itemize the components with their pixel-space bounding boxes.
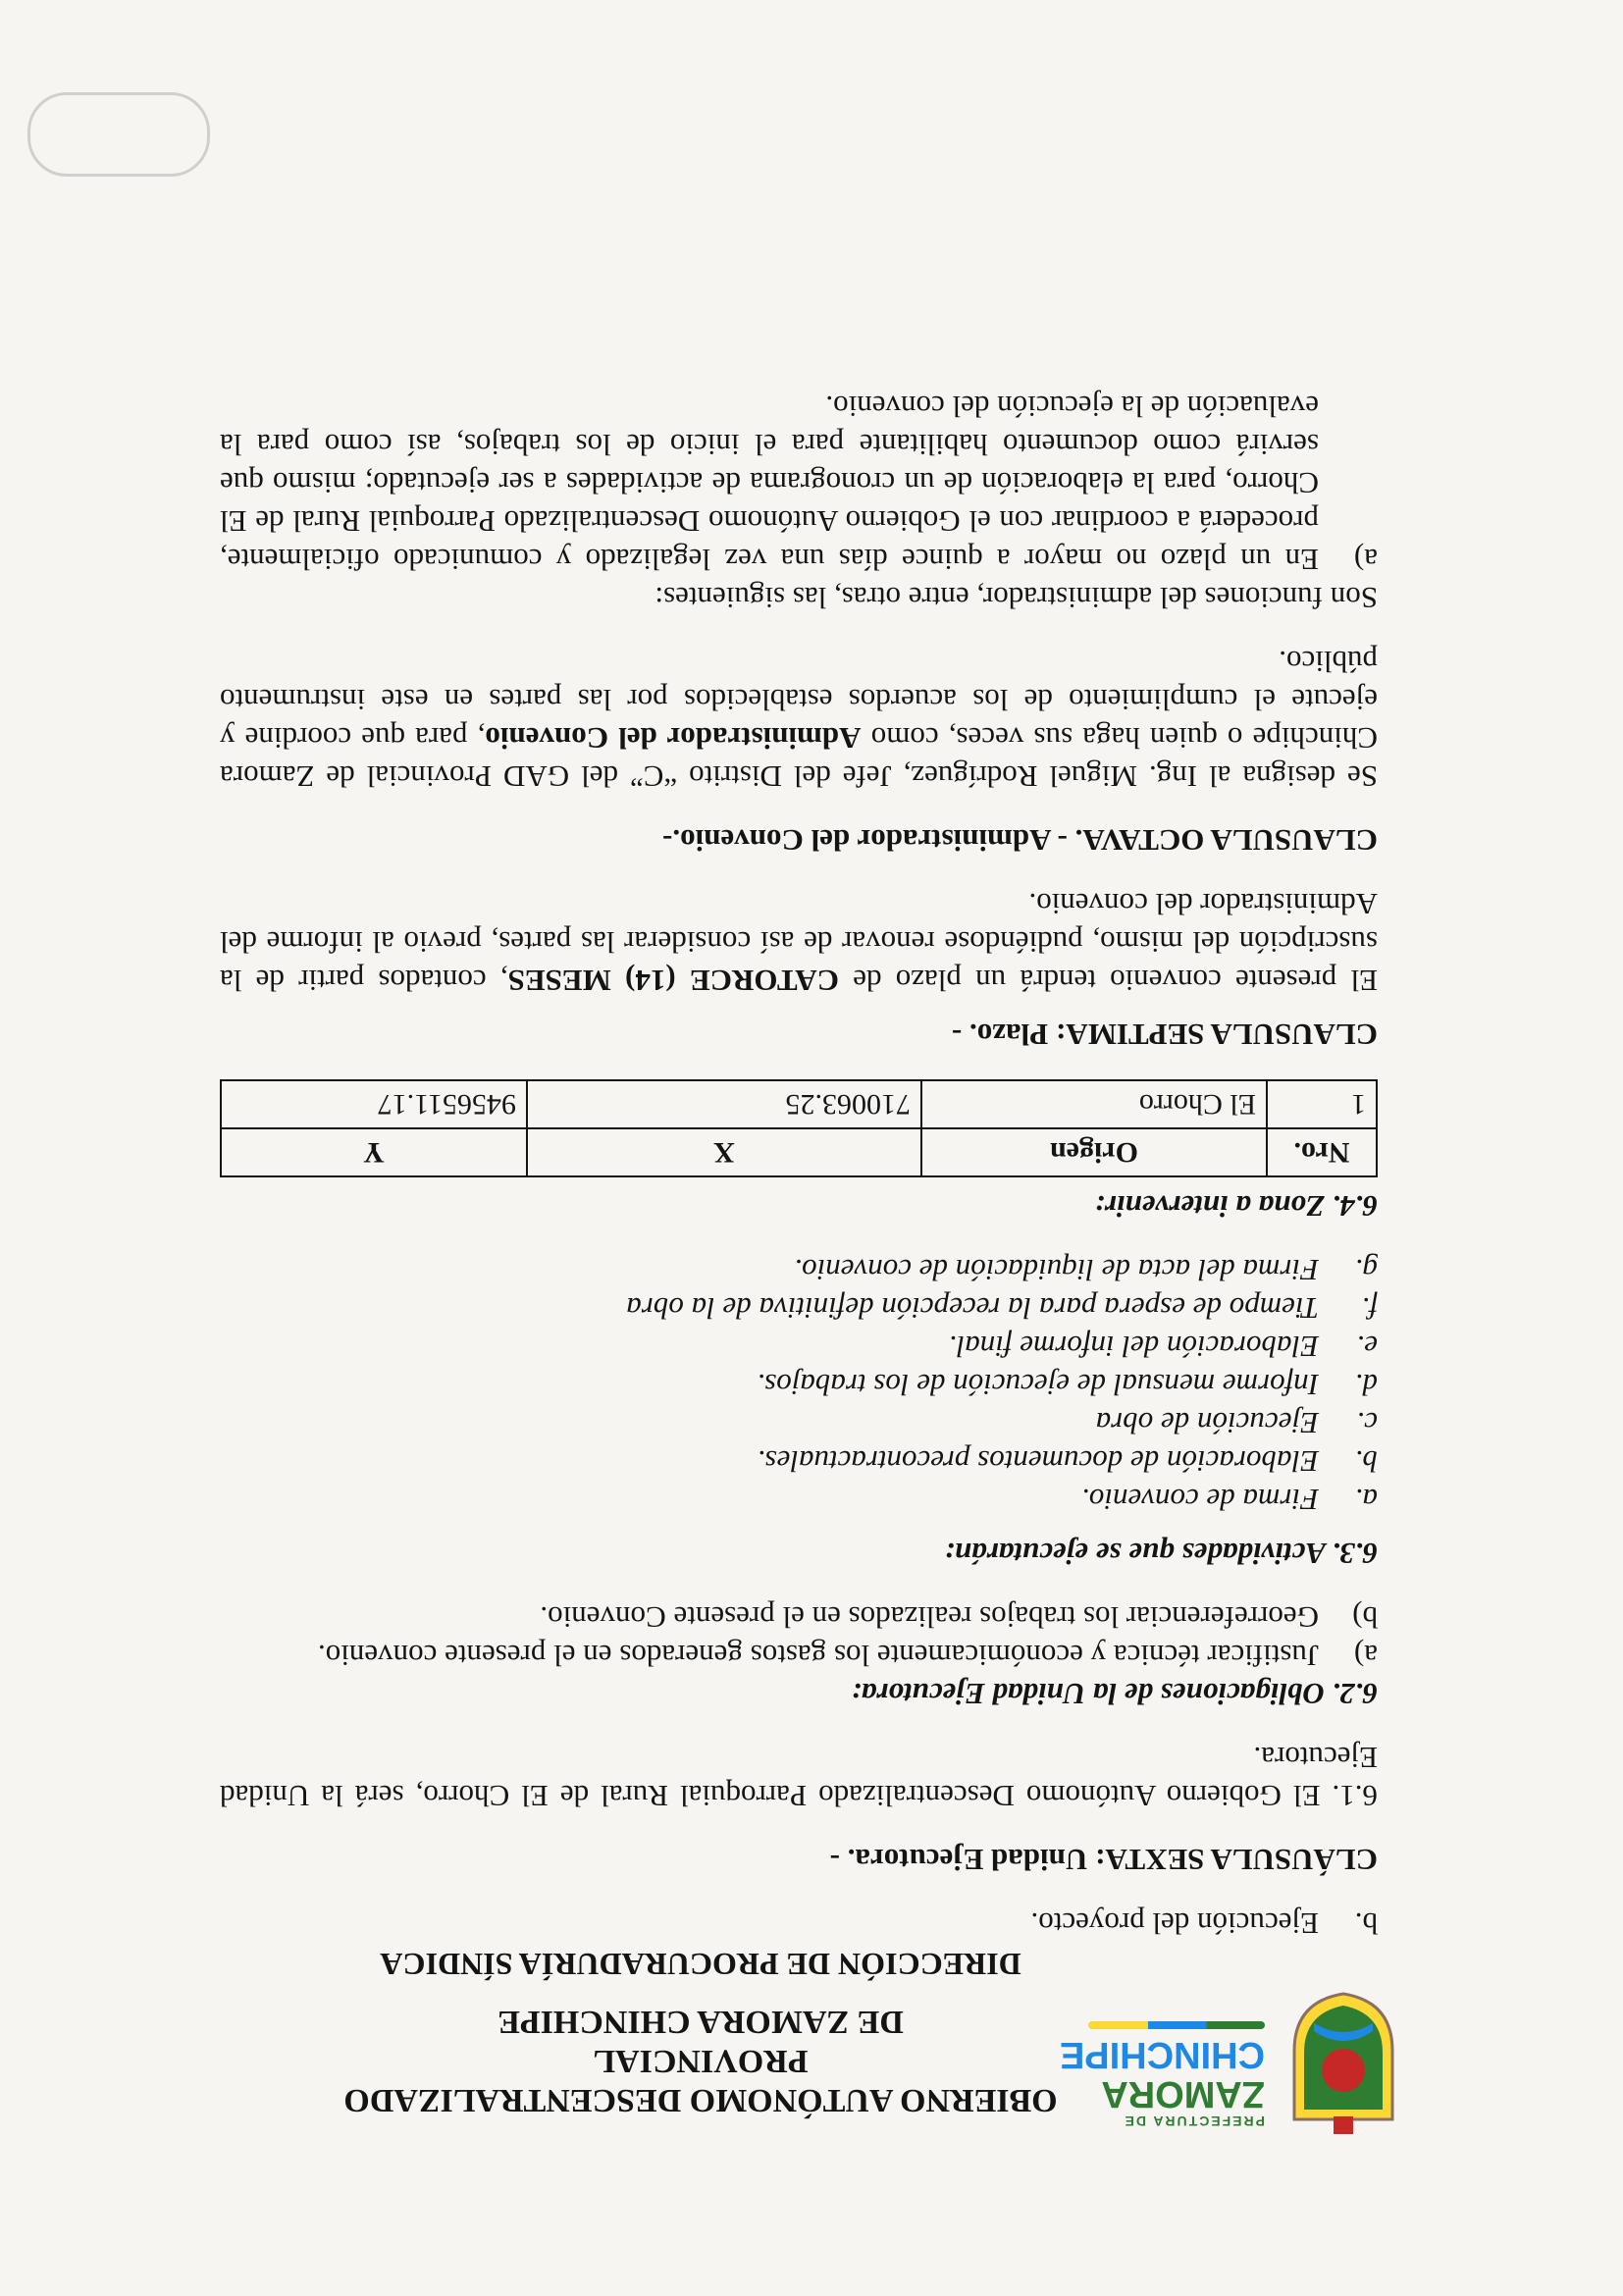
admin-bold: Administrador del Convenio	[485, 721, 862, 756]
clausula-sexta-heading: CLÁUSULA SEXTA: Unidad Ejecutora. -	[829, 1843, 1378, 1877]
table-header-row	[221, 1128, 1377, 1176]
brand-prefix: PREFECTURA DE	[1123, 2113, 1265, 2129]
table-row	[221, 1080, 1377, 1128]
item-text: Firma de convenio.	[1081, 1483, 1319, 1517]
item-text: Elaboración del informe final.	[948, 1330, 1319, 1364]
faint-stamp-mark	[27, 92, 210, 177]
admin-paragraph	[220, 643, 1378, 796]
heading-6-4: 6.4. Zona a intervenir:	[1094, 1189, 1378, 1224]
list-item	[220, 388, 1378, 579]
plazo-paragraph	[220, 885, 1378, 1000]
item-marker: b.	[1354, 1906, 1378, 1941]
funciones-paragraph: Son funciones del administrador, entre otras, las siguientes:	[654, 581, 1378, 615]
item-marker: a)	[1353, 1639, 1378, 1673]
admin-text-1: Se designa al Ing. Miguel Rodríguez, Jefe del Distrito “C” del GAD Provincial de Zamora Chinchipe o quien haga sus veces, como	[220, 721, 1378, 794]
plazo-bold: CATORCE (14) MESES	[507, 964, 840, 998]
list-item	[220, 1481, 1378, 1519]
brand-name-chinchipe: CHINCHIPE	[1059, 2034, 1265, 2075]
brand-name-zamora: ZAMORA	[1101, 2073, 1265, 2114]
header-line-1: OBIERNO AUTÓNOMO DESCENTRALIZADO PROVINCIAL	[343, 2043, 1058, 2118]
item-text: Firma del acta de liquidación de convenio.	[794, 1253, 1319, 1287]
plazo-text-1: El presente convenio tendrá un plazo de	[839, 964, 1378, 998]
item-text: En un plazo no mayor a quince días una vez legalizado y comunicado oficialmente, procederá a coordinar con el Gobierno Autónomo Descentralizado Parroquial Rural de El Chorro, para la elaboración de un cronograma de actividades a ser ejecutado; mismo que servirá como documento habilitante para el inicio de los trabajos, así como para la evaluación de la ejecución del convenio.	[220, 390, 1319, 577]
table-cell: El Chorro	[921, 1080, 1267, 1128]
table-header-cell: Origen	[921, 1128, 1267, 1176]
table-cell: 1	[1267, 1080, 1377, 1128]
list-item	[220, 1637, 1378, 1675]
item-marker: d.	[1354, 1368, 1378, 1402]
item-marker: c.	[1356, 1406, 1378, 1440]
brand-color-bar	[1088, 2021, 1265, 2029]
header-line-3: DIRECCIÓN DE PROCURADURÍA SÍNDICA	[380, 1947, 1021, 1982]
prefectura-logo	[1059, 1972, 1402, 2139]
list-item	[220, 1598, 1378, 1637]
list-item	[220, 1366, 1378, 1404]
table-header-cell: Nro.	[1267, 1128, 1377, 1176]
list-item	[220, 1289, 1378, 1328]
item-marker: f.	[1361, 1291, 1378, 1326]
admin-text-2: , para que coordine y ejecute el cumplimiento de los acuerdos establecidos por las partes en este instrumento público.	[219, 645, 1378, 756]
list-item	[220, 1442, 1378, 1481]
item-text: Ejecución del proyecto.	[1030, 1906, 1319, 1941]
item-text: Informe mensual de ejecución de los trabajos.	[757, 1368, 1319, 1402]
heading-6-2: 6.2. Obligaciones de la Unidad Ejecutora:	[851, 1677, 1378, 1711]
item-marker: a.	[1354, 1483, 1378, 1517]
item-text: Ejecución de obra	[1095, 1406, 1319, 1440]
item-text: Tiempo de espera para la recepción definitiva de la obra	[626, 1291, 1319, 1326]
plazo-text-2: , contados partir de la suscripción del mismo, pudiéndose renovar de así considerar las partes, previo al informe del Administrador del convenio.	[220, 887, 1378, 998]
table-cell: 9456511.17	[221, 1080, 527, 1128]
item-marker: g.	[1354, 1253, 1378, 1287]
header-line-2: DE ZAMORA CHINCHIPE	[497, 2004, 904, 2040]
list-item	[220, 1328, 1378, 1366]
list-item	[220, 1251, 1378, 1289]
document-body	[220, 388, 1378, 1972]
item-text: Elaboración de documentos precontractuales.	[757, 1444, 1319, 1479]
item-text: Justificar técnica y económicamente los gastos generados en el presente convenio.	[317, 1639, 1319, 1673]
clausula-octava-heading: CLAUSULA OCTAVA. - Administrador del Convenio.-	[662, 823, 1378, 858]
brand-text	[1059, 2021, 1265, 2129]
table-header-cell: Y	[221, 1128, 527, 1176]
heading-6-3: 6.3. Actividades que se ejecutarán:	[944, 1537, 1378, 1571]
item-marker: a)	[1353, 543, 1378, 577]
table-cell: 710063.25	[527, 1080, 921, 1128]
table-header-cell: X	[527, 1128, 921, 1176]
item-marker: b.	[1354, 1444, 1378, 1479]
paragraph-6-1: 6.1. El Gobierno Autónomo Descentralizado Parroquial Rural de El Chorro, será la Unidad Ejecutora.	[220, 1741, 1378, 1813]
list-item	[220, 1905, 1378, 1943]
zona-table	[220, 1079, 1378, 1177]
item-text: Georreferenciar los trabajos realizados en el presente Convenio.	[540, 1600, 1319, 1635]
list-item	[220, 1404, 1378, 1442]
coat-of-arms-icon	[1284, 1992, 1402, 2139]
item-marker: b)	[1352, 1600, 1378, 1635]
clausula-septima-heading: CLAUSULA SEPTIMA: Plazo. -	[951, 1018, 1378, 1052]
item-marker: e.	[1356, 1330, 1378, 1364]
